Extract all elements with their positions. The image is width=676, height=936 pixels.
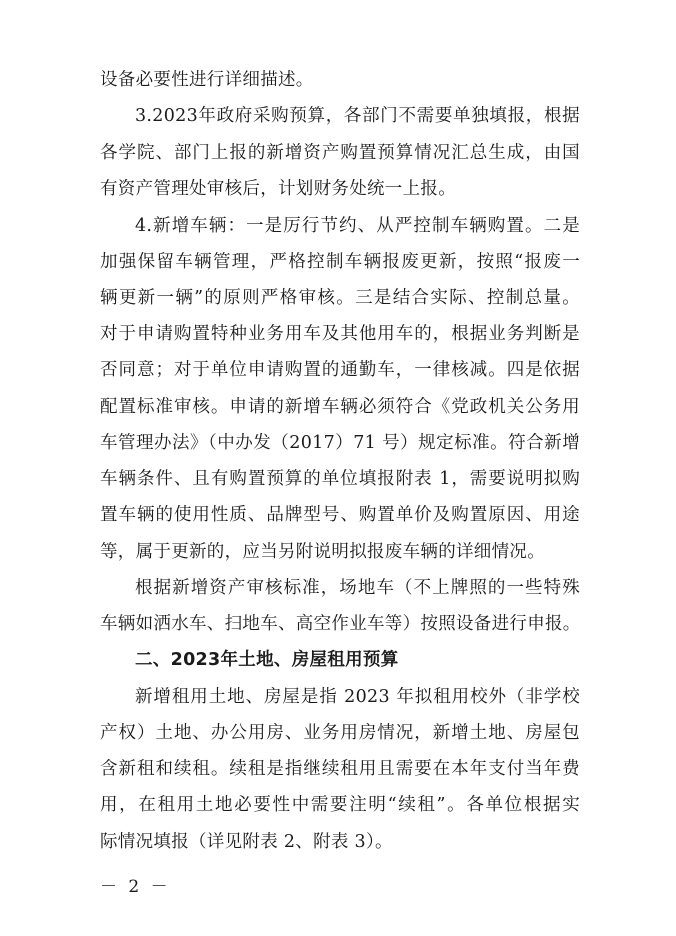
paragraph-4-line: 等，属于更新的，应当另附说明拟报废车辆的详细情况。	[100, 542, 545, 562]
paragraph-4-line: 配置标准审核。申请的新增车辆必须符合《党政机关公务用	[100, 397, 580, 417]
paragraph-4-line: 置车辆的使用性质、品牌型号、购置单价及购置原因、用途	[100, 505, 580, 525]
page-number: － 2 －	[100, 877, 171, 897]
paragraph-3-line: 有资产管理处审核后，计划财务处统一上报。	[100, 179, 456, 199]
paragraph-3-line: 各学院、部门上报的新增资产购置预算情况汇总生成，由国	[100, 143, 580, 163]
paragraph-4-line: 4.新增车辆：一是厉行节约、从严控制车辆购置。二是	[135, 216, 580, 236]
paragraph-4-line: 加强保留车辆管理，严格控制车辆报废更新，按照“报废一	[100, 252, 580, 272]
section-heading: 二、2023年土地、房屋租用预算	[135, 650, 399, 670]
paragraph-4-line: 对于申请购置特种业务用车及其他用车的，根据业务判断是	[100, 324, 580, 344]
paragraph-4-line: 否同意；对于单位申请购置的通勤车，一律核减。四是依据	[100, 360, 580, 380]
paragraph-rental-line: 新增租用土地、房屋是指 2023 年拟租用校外（非学校	[135, 687, 580, 707]
paragraph-field-vehicle-line: 根据新增资产审核标准，场地车（不上牌照的一些特殊	[135, 578, 580, 598]
paragraph-rental-line: 含新租和续租。续租是指继续租用且需要在本年支付当年费	[100, 759, 580, 779]
paragraph-4-line: 车管理办法》（中办发（2017）71 号）规定标准。符合新增	[100, 433, 580, 453]
paragraph-rental-line: 产权）土地、办公用房、业务用房情况，新增土地、房屋包	[100, 723, 580, 743]
paragraph-3-line: 3.2023年政府采购预算，各部门不需要单独填报，根据	[135, 106, 580, 126]
paragraph-rental-line: 用，在租用土地必要性中需要注明“续租”。各单位根据实	[100, 795, 580, 815]
paragraph-4-line: 辆更新一辆”的原则严格审核。三是结合实际、控制总量。	[100, 288, 580, 308]
paragraph-4-line: 车辆条件、且有购置预算的单位填报附表 1，需要说明拟购	[100, 469, 580, 489]
paragraph-rental-line: 际情况填报（详见附表 2、附表 3）。	[100, 832, 393, 852]
paragraph-field-vehicle-line: 车辆如洒水车、扫地车、高空作业车等）按照设备进行申报。	[100, 614, 581, 634]
body-text-line: 设备必要性进行详细描述。	[100, 70, 314, 90]
